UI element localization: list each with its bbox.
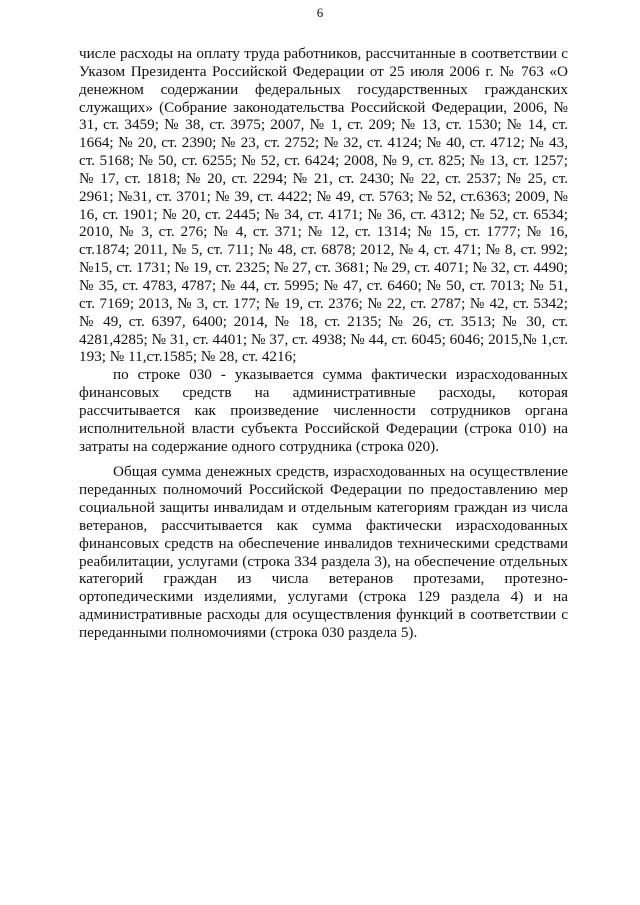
paragraph-line-030: по строке 030 - указывается сумма фактически израсходованных финансовых средств на административные расходы, которая рассчитывается как произведение численности сотрудников органа исполнительной власти субъекта Российской Федерации (строка 010) на затраты на содержание одного сотрудника (строка 020).	[79, 366, 568, 455]
document-body	[79, 45, 568, 642]
paragraph-total-sum: Общая сумма денежных средств, израсходованных на осуществление переданных полномочий Российской Федерации по предоставлению мер социальной защиты инвалидам и отдельным категориям граждан из числа ветеранов, рассчитывается как сумма фактически израсходованных финансовых средств на обеспечение инвалидов техническими средствами реабилитации, услугами (строка 334 раздела 3), на обеспечение отдельных категорий граждан из числа ветеранов протезами, протезно-ортопедическими изделиями, услугами (строка 129 раздела 4) и на административные расходы для осуществления функций в соответствии с переданными полномочиями (строка 030 раздела 5).	[79, 463, 568, 641]
paragraph-salary-references: числе расходы на оплату труда работников, рассчитанные в соответствии с Указом Президента Российской Федерации от 25 июля 2006 г. № 763 «О денежном содержании федеральных государственных гражданских служащих» (Собрание законодательства Российской Федерации, 2006, № 31, ст. 3459; № 38, ст. 3975; 2007, № 1, ст. 209; № 13, ст. 1530; № 14, ст. 1664; № 20, ст. 2390; № 23, ст. 2752; № 32, ст. 4124; № 40, ст. 4712; № 43, ст. 5168; № 50, ст. 6255; № 52, ст. 6424; 2008, № 9, ст. 825; № 13, ст. 1257; № 17, ст. 1818; № 20, ст. 2294; № 21, ст. 2430; № 22, ст. 2537; № 25, ст. 2961; №31, ст. 3701; № 39, ст. 4422; № 49, ст. 5763; № 52, ст.6363; 2009, № 16, ст. 1901; № 20, ст. 2445; № 34, ст. 4171; № 36, ст. 4312; № 52, ст. 6534; 2010, № 3, ст. 276; № 4, ст. 371; № 12, ст. 1314; № 15, ст. 1777; № 16, ст.1874; 2011, № 5, ст. 711; № 48, ст. 6878; 2012, № 4, ст. 471; № 8, ст. 992; №15, ст. 1731; № 19, ст. 2325; № 27, ст. 3681; № 29, ст. 4071; № 32, ст. 4490; № 35, ст. 4783, 4787; № 44, ст. 5995; № 47, ст. 6460; № 50, ст. 7013; № 51, ст. 7169; 2013, № 3, ст. 177; № 19, ст. 2376; № 22, ст. 2787; № 42, ст. 5342; № 49, ст. 6397, 6400; 2014, № 18, ст. 2135; № 26, ст. 3513; № 30, ст. 4281,4285; № 31, ст. 4401; № 37, ст. 4938; № 44, ст. 6045; 6046; 2015,№ 1,ст. 193; № 11,ст.1585; № 28, ст. 4216;	[79, 45, 568, 366]
page-number: 6	[316, 5, 324, 20]
